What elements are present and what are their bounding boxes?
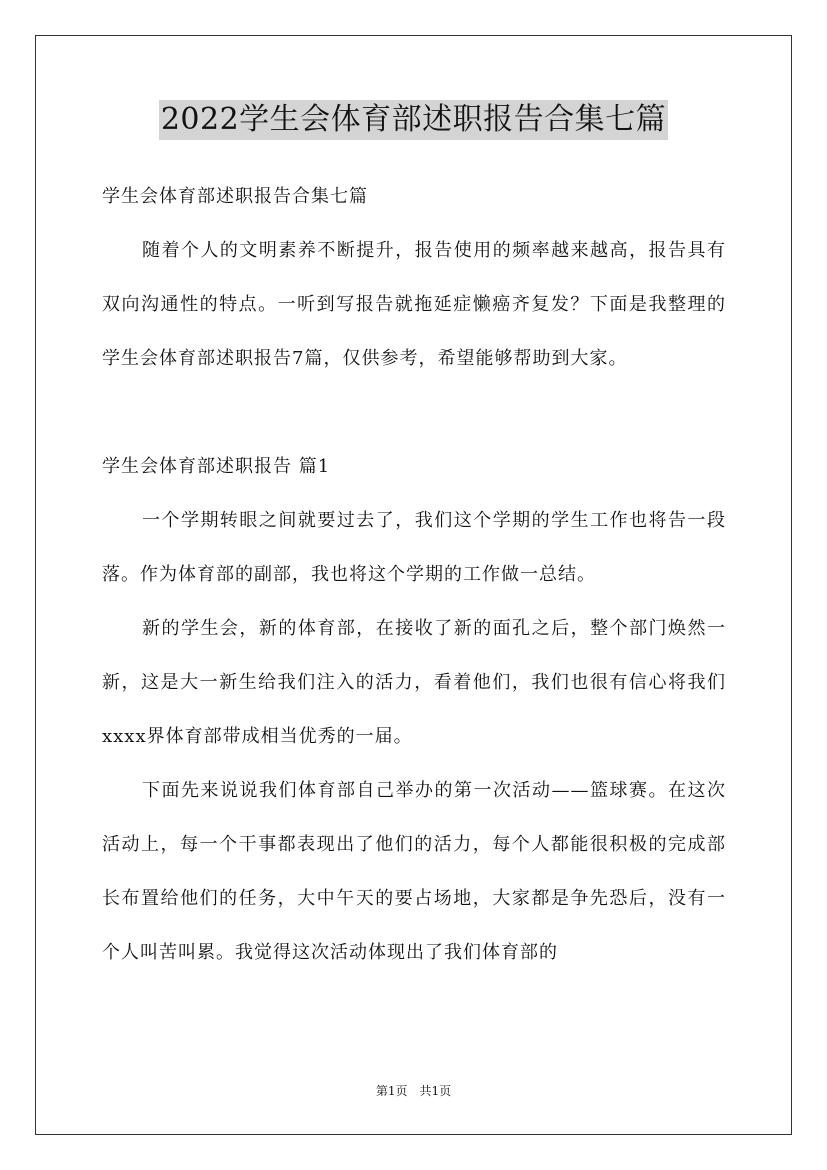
body-paragraph: 下面先来说说我们体育部自己举办的第一次活动——篮球赛。在这次活动上，每一个干事都表现出了他们的活力，每个人都能很积极的完成部长布置给他们的任务，大中午天的要占场地，大家都是争先恐后，没有一个人叫苦叫累。我觉得这次活动体现出了我们体育部的 — [102, 780, 726, 963]
body-paragraph: 新的学生会，新的体育部，在接收了新的面孔之后，整个部门焕然一新，这是大一新生给我们注入的活力，看着他们，我们也很有信心将我们xxxx界体育部带成相当优秀的一届。 — [102, 618, 726, 747]
page-footer: 第1页 共1页 — [375, 1084, 452, 1098]
body-paragraph: 一个学期转眼之间就要过去了，我们这个学期的学生工作也将告一段落。作为体育部的副部，我也将这个学期的工作做一总结。 — [102, 510, 726, 585]
document-subtitle: 学生会体育部述职报告合集七篇 — [102, 186, 368, 207]
document-title: 2022学生会体育部述职报告合集七篇 — [159, 100, 668, 140]
title-container — [0, 100, 827, 140]
document-body — [102, 170, 726, 980]
intro-paragraph: 随着个人的文明素养不断提升，报告使用的频率越来越高，报告具有双向沟通性的特点。一听到写报告就拖延症懒癌齐复发？下面是我整理的学生会体育部述职报告7篇，仅供参考，希望能够帮助到大家。 — [102, 240, 726, 369]
section-heading-1: 学生会体育部述职报告 篇1 — [102, 456, 331, 477]
